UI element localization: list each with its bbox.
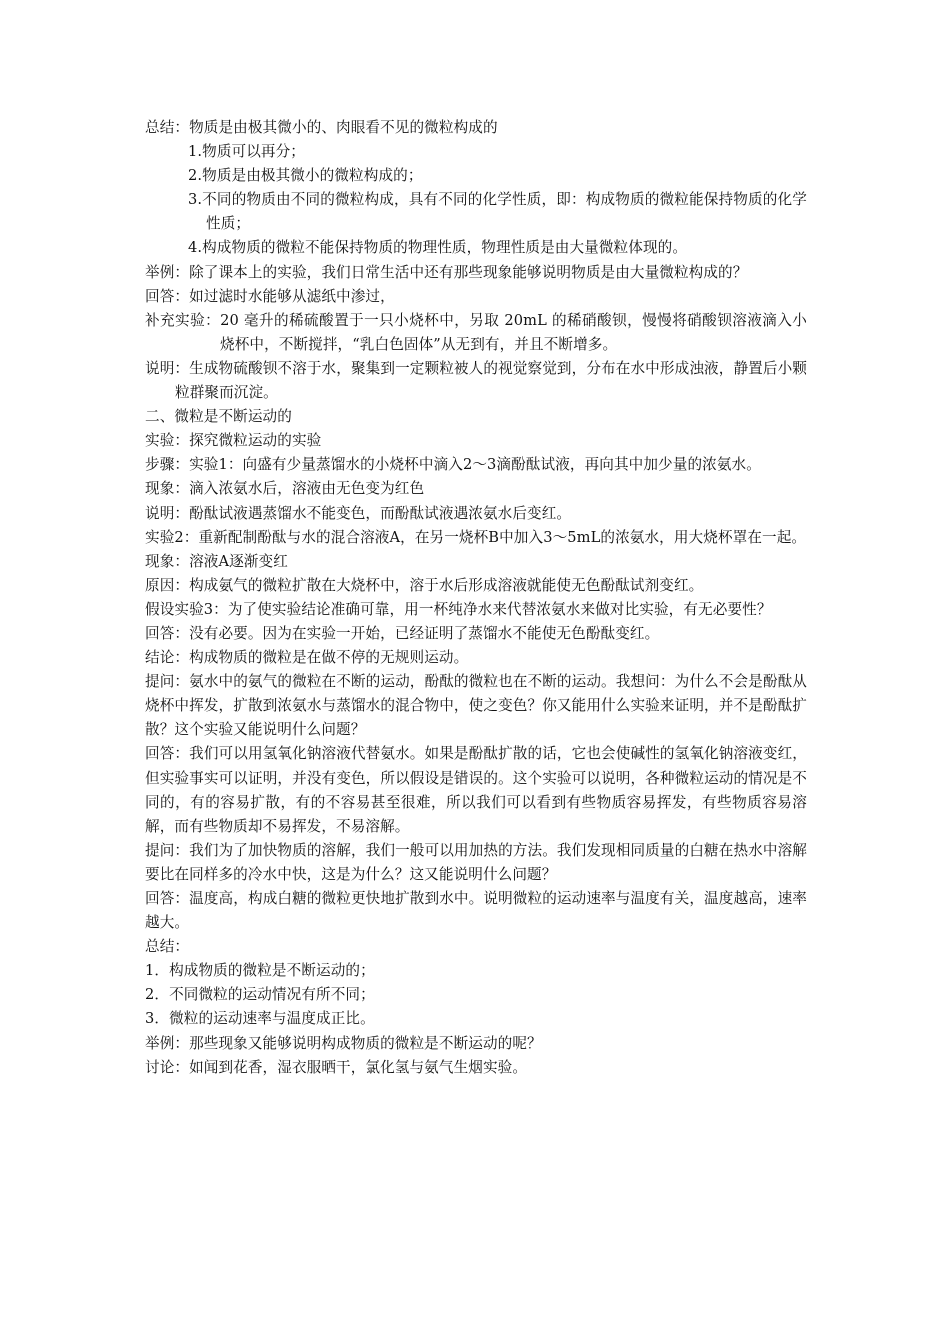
answer-filter: 回答：如过滤时水能够从滤纸中渗过， [145, 287, 395, 305]
hypothesis-experiment-3: 假设实验3：为了使实验结论准确可靠，用一杯纯净水来代替浓氨水来做对比实验，有无必要性？ [145, 600, 772, 618]
section-heading-motion: 二、微粒是不断运动的 [145, 408, 292, 426]
discussion: 讨论：如闻到花香，湿衣服晒干，氯化氢与氨气生烟实验。 [145, 1058, 528, 1076]
supplementary-experiment: 补充实验：20 毫升的稀硫酸置于一只小烧杯中，另取 20mL 的稀硝酸钡，慢慢将硝酸钡溶液滴入小烧杯中，不断搅拌，“乳白色固体”从无到有，并且不断增多。 [145, 311, 807, 353]
experiment-title: 实验：探究微粒运动的实验 [145, 432, 322, 450]
example-question-2: 举例：那些现象又能够说明构成物质的微粒是不断运动的呢？ [145, 1034, 542, 1052]
summary-point-2: 2.物质是由极其微小的微粒构成的； [188, 167, 423, 185]
question-phenolphthalein: 提问：氨水中的氨气的微粒在不断的运动，酚酞的微粒也在不断的运动。我想问：为什么不会是酚酞从烧杯中挥发，扩散到浓氨水与蒸馏水的混合物中，使之变色？你又能用什么实验来证明，并不是酚酞扩散？这个实验又能说明什么问题？ [145, 673, 807, 739]
answer-temperature: 回答：温度高，构成白糖的微粒更快地扩散到水中。说明微粒的运动速率与温度有关，温度越高，速率越大。 [145, 890, 807, 932]
explanation-barium-sulfate: 说明：生成物硫酸钡不溶于水，聚集到一定颗粒被人的视觉察觉到，分布在水中形成浊液，静置后小颗粒群聚而沉淀。 [145, 359, 807, 402]
summary-2-point-3: 3．微粒的运动速率与温度成正比。 [145, 1010, 375, 1028]
experiment-2: 实验2：重新配制酚酞与水的混合溶液A，在另一烧杯B中加入3～5mL的浓氨水，用大烧杯罩在一起。 [145, 528, 807, 546]
answer-no-need: 回答：没有必要。因为在实验一开始，已经证明了蒸馏水不能使无色酚酞变红。 [145, 624, 660, 642]
summary-heading: 总结：物质是由极其微小的、肉眼看不见的微粒构成的 [145, 119, 498, 136]
experiment-1-steps: 步骤：实验1：向盛有少量蒸馏水的小烧杯中滴入2～3滴酚酞试液，再向其中加少量的浓氨水。 [145, 456, 761, 474]
experiment-2-phenomenon: 现象：溶液A逐渐变红 [145, 552, 288, 570]
summary-2-point-1: 1．构成物质的微粒是不断运动的； [145, 962, 375, 980]
experiment-1-phenomenon: 现象：滴入浓氨水后，溶液由无色变为红色 [145, 480, 425, 498]
experiment-2-reason: 原因：构成氨气的微粒扩散在大烧杯中，溶于水后形成溶液就能使无色酚酞试剂变红。 [145, 576, 704, 594]
summary-point-1: 1.物质可以再分； [188, 143, 305, 161]
document-page [145, 116, 807, 1080]
question-dissolving: 提问：我们为了加快物质的溶解，我们一般可以用加热的方法。我们发现相同质量的白糖在热水中溶解要比在同样多的冷水中快，这是为什么？这又能说明什么问题？ [145, 841, 807, 883]
summary-2-point-2: 2．不同微粒的运动情况有所不同； [145, 986, 375, 1004]
example-question: 举例：除了课本上的实验，我们日常生活中还有那些现象能够说明物质是由大量微粒构成的？ [145, 263, 748, 281]
answer-sodium-hydroxide: 回答：我们可以用氢氧化钠溶液代替氨水。如果是酚酞扩散的话，它也会使碱性的氢氧化钠溶液变红，但实验事实可以证明，并没有变色，所以假设是错误的。这个实验可以说明，各种微粒运动的情况是不同的，有的容易扩散，有的不容易甚至很难，所以我们可以看到有些物质容易挥发，有些物质容易溶解，而有些物质却不易挥发，不易溶解。 [145, 745, 807, 835]
summary-point-3: 3.不同的物质由不同的微粒构成，具有不同的化学性质，即：构成物质的微粒能保持物质的化学性质； [188, 191, 807, 233]
summary-point-4: 4.构成物质的微粒不能保持物质的物理性质，物理性质是由大量微粒体现的。 [188, 239, 688, 257]
summary-2-heading: 总结： [145, 938, 190, 956]
conclusion: 结论：构成物质的微粒是在做不停的无规则运动。 [145, 649, 469, 667]
experiment-1-explanation: 说明：酚酞试液遇蒸馏水不能变色，而酚酞试液遇浓氨水后变红。 [145, 504, 572, 522]
